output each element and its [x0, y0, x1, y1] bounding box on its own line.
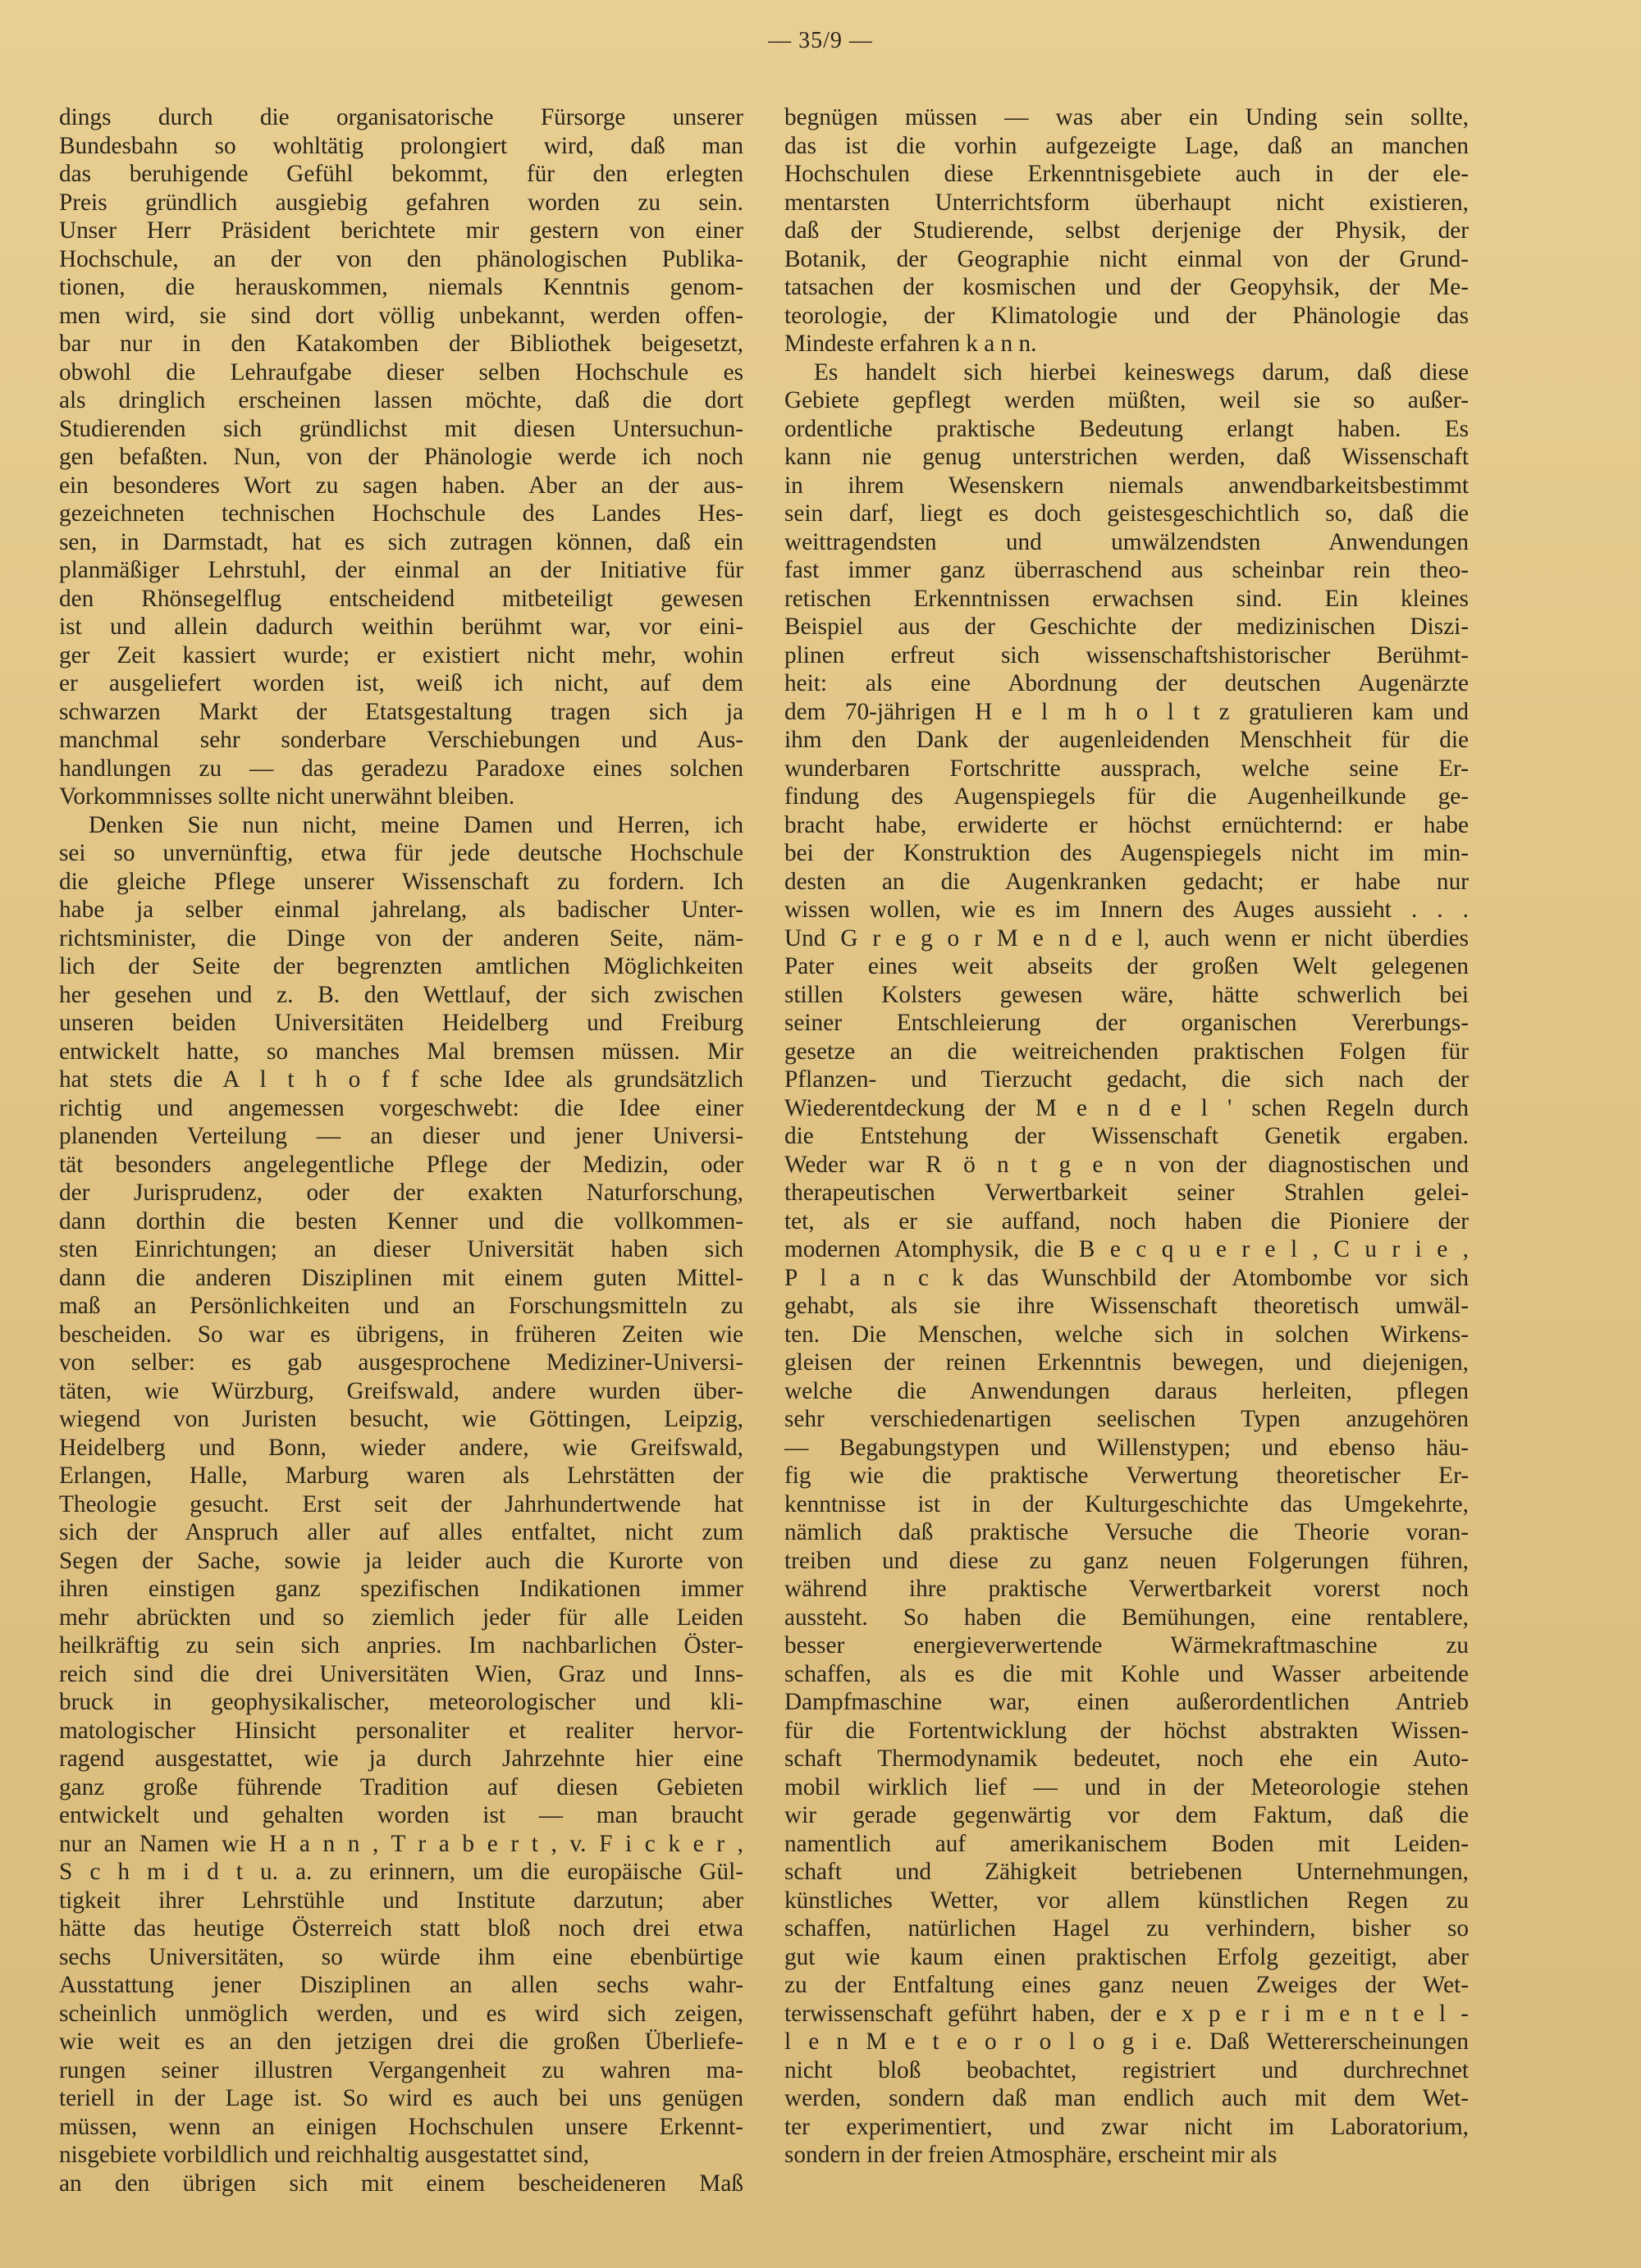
text-line: nisgebiete vorbildlich und reichhaltig ausgestattet sind,: [59, 2142, 590, 2168]
text-line: tatsachen der kosmischen und der Geopyhsik, der Me-: [784, 274, 1469, 300]
text-line: schaft und Zähigkeit betriebenen Unternehmungen,: [784, 1859, 1469, 1885]
text-line: Vorkommnisses sollte nicht unerwähnt bleiben.: [59, 783, 515, 810]
text-line: gen befaßten. Nun, von der Phänologie werde ich noch: [59, 444, 743, 470]
text-line: fast immer ganz überraschend aus scheinbar rein theo-: [784, 557, 1469, 583]
text-line: bruck in geophysikalischer, meteorologischer und kli-: [59, 1689, 743, 1715]
text-line: sehr verschiedenartigen seelischen Typen anzugehören: [784, 1406, 1469, 1432]
text-line: aussteht. So haben die Bemühungen, eine rentablere,: [784, 1604, 1469, 1631]
text-line: von selber: es gab ausgesprochene Mediziner-Universi-: [59, 1349, 743, 1376]
text-line: weittragendsten und umwälzendsten Anwendungen: [784, 528, 1469, 555]
text-line: Unser Herr Präsident berichtete mir gestern von einer: [59, 217, 743, 244]
text-line: Mindeste erfahren k a n n.: [784, 331, 1037, 357]
text-line: wir gerade gegenwärtig vor dem Faktum, daß die: [784, 1802, 1469, 1828]
text-line: wissen wollen, wie es im Innern des Auges aussieht . . .: [784, 897, 1469, 923]
text-line: terwissenschaft geführt haben, der e x p e r i m e n t e l -: [784, 2000, 1469, 2027]
text-line: lich der Seite der begrenzten amtlichen Möglichkeiten: [59, 953, 743, 979]
text-line: schaft Thermodynamik bedeutet, noch ehe ein Auto-: [784, 1745, 1469, 1772]
text-line: therapeutischen Verwertbarkeit seiner Strahlen gelei-: [784, 1180, 1469, 1206]
text-line: Ausstattung jener Disziplinen an allen sechs wahr-: [59, 1972, 743, 1998]
text-line: mehr abrückten und so ziemlich jeder für alle Leiden: [59, 1604, 743, 1631]
text-line: als dringlich erscheinen lassen möchte, daß die dort: [59, 387, 743, 413]
text-line: modernen Atomphysik, die B e c q u e r e l , C u r i e ,: [784, 1236, 1469, 1262]
text-line: stillen Kolsters gewesen wäre, hätte schwerlich bei: [784, 981, 1469, 1008]
text-line: sei so unvernünftig, etwa für jede deutsche Hochschule: [59, 840, 743, 866]
text-line: bei der Konstruktion des Augenspiegels nicht im min-: [784, 840, 1469, 866]
text-line: men wird, sie sind dort völlig unbekannt, werden offen-: [59, 302, 743, 329]
text-line: manchmal sehr sonderbare Verschiebungen und Aus-: [59, 727, 743, 753]
text-line: das ist die vorhin aufgezeigte Lage, daß an manchen: [784, 132, 1469, 159]
text-line: bar nur in den Katakomben der Bibliothek beigesetzt,: [59, 331, 743, 357]
text-line: sen, in Darmstadt, hat es sich zutragen können, daß ein: [59, 528, 743, 555]
text-line: richtig und angemessen vorgeschwebt: die Idee einer: [59, 1094, 743, 1121]
text-line: Bundesbahn so wohltätig prolongiert wird, daß man: [59, 132, 743, 159]
text-line: das beruhigende Gefühl bekommt, für den erlegten: [59, 161, 743, 187]
text-line: entwickelt und gehalten worden ist — man braucht: [59, 1802, 743, 1828]
text-line: die gleiche Pflege unserer Wissenschaft zu fordern. Ich: [59, 868, 743, 895]
text-line: obwohl die Lehraufgabe dieser selben Hochschule es: [59, 358, 743, 386]
text-line: an den übrigen sich mit einem bescheideneren Maß: [59, 2170, 743, 2197]
text-line: dann dorthin die besten Kenner und die vollkommen-: [59, 1207, 743, 1234]
text-line: treiben und diese zu ganz neuen Folgerungen führen,: [784, 1547, 1469, 1574]
text-line: der Jurisprudenz, oder der exakten Naturforschung,: [59, 1180, 743, 1206]
text-line: gleisen der reinen Erkenntnis bewegen, und diejenigen,: [784, 1349, 1469, 1376]
text-line: tet, als er sie auffand, noch haben die Pioniere der: [784, 1207, 1469, 1234]
text-line: bracht habe, erwiderte er höchst ernüchternd: er habe: [784, 811, 1469, 838]
text-line: wunderbaren Fortschritte aussprach, welche seine Er-: [784, 755, 1469, 782]
text-line: ein besonderes Wort zu sagen haben. Aber an der aus-: [59, 472, 743, 499]
text-line: Gebiete gepflegt werden müßten, weil sie so außer-: [784, 387, 1469, 413]
text-line: habe ja selber einmal jahrelang, als badischer Unter-: [59, 897, 743, 923]
text-line: dem 70-jährigen H e l m h o l t z gratulieren kam und: [784, 698, 1469, 725]
text-line: planenden Verteilung — an dieser und jener Universi-: [59, 1123, 743, 1149]
text-line: tigkeit ihrer Lehrstühle und Institute darzutun; aber: [59, 1887, 743, 1914]
text-line: täten, wie Würzburg, Greifswald, andere wurden über-: [59, 1377, 743, 1404]
right-text-column: [784, 103, 1469, 2170]
text-line: dann die anderen Disziplinen mit einem guten Mittel-: [59, 1264, 743, 1291]
text-line: Hochschulen diese Erkenntnisgebiete auch in der ele-: [784, 161, 1469, 187]
text-line: Erlangen, Halle, Marburg waren als Lehrstätten der: [59, 1463, 743, 1489]
text-line: Pater eines weit abseits der großen Welt gelegenen: [784, 953, 1469, 979]
text-line: matologischer Hinsicht personaliter et realiter hervor-: [59, 1717, 743, 1744]
text-line: für die Fortentwicklung der höchst abstrakten Wissen-: [784, 1717, 1469, 1744]
text-line: teriell in der Lage ist. So wird es auch bei uns genügen: [59, 2085, 743, 2111]
text-line: kenntnisse ist in der Kulturgeschichte das Umgekehrte,: [784, 1490, 1469, 1517]
left-text-column: [59, 103, 743, 2197]
text-line: hat stets die A l t h o f f sche Idee als grundsätzlich: [59, 1066, 743, 1093]
text-line: bescheiden. So war es übrigens, in früheren Zeiten wie: [59, 1321, 743, 1348]
text-line: welche die Anwendungen daraus herleiten, pflegen: [784, 1377, 1469, 1404]
text-line: nämlich daß praktische Versuche die Theorie voran-: [784, 1519, 1469, 1545]
text-line: Botanik, der Geographie nicht einmal von der Grund-: [784, 245, 1469, 272]
text-line: schwarzen Markt der Etatsgestaltung tragen sich ja: [59, 698, 743, 725]
text-line: planmäßiger Lehrstuhl, der einmal an der Initiative für: [59, 557, 743, 583]
text-line: Wiederentdeckung der M e n d e l ' schen Regeln durch: [784, 1094, 1469, 1121]
text-line: namentlich auf amerikanischem Boden mit Leiden-: [784, 1830, 1469, 1857]
text-line: hätte das heutige Österreich statt bloß noch drei etwa: [59, 1915, 743, 1942]
text-line: — Begabungstypen und Willenstypen; und ebenso häu-: [784, 1434, 1469, 1461]
text-line: retischen Erkenntnissen erwachsen sind. Ein kleines: [784, 585, 1469, 612]
text-line: Weder war R ö n t g e n von der diagnostischen und: [784, 1151, 1469, 1178]
text-line: heilkräftig zu sein sich anpries. Im nachbarlichen Öster-: [59, 1632, 743, 1659]
page-number: — 35/9 —: [768, 28, 873, 53]
text-line: l e n M e t e o r o l o g i e. Daß Wettererscheinungen: [784, 2028, 1469, 2055]
text-line: ragend ausgestattet, wie ja durch Jahrzehnte hier eine: [59, 1745, 743, 1772]
text-line: gut wie kaum einen praktischen Erfolg gezeitigt, aber: [784, 1943, 1469, 1970]
text-line: Pflanzen- und Tierzucht gedacht, die sich nach der: [784, 1066, 1469, 1093]
text-line: gezeichneten technischen Hochschule des Landes Hes-: [59, 500, 743, 527]
text-line: dings durch die organisatorische Fürsorge unserer: [59, 104, 743, 130]
text-line: schaffen, als es die mit Kohle und Wasser arbeitende: [784, 1660, 1469, 1687]
text-line: ordentliche praktische Bedeutung erlangt haben. Es: [784, 415, 1469, 442]
text-line: ganz große führende Tradition auf diesen Gebieten: [59, 1773, 743, 1800]
text-line: scheinlich unmöglich werden, und es wird sich zeigen,: [59, 2000, 743, 2027]
text-line: nur an Namen wie H a n n , T r a b e r t , v. F i c k e r ,: [59, 1830, 743, 1857]
text-line: sechs Universitäten, so würde ihm eine ebenbürtige: [59, 1943, 743, 1970]
text-line: schaffen, natürlichen Hagel zu verhindern, bisher so: [784, 1915, 1469, 1942]
text-line: begnügen müssen — was aber ein Unding sein sollte,: [784, 104, 1469, 130]
text-line: zu der Entfaltung eines ganz neuen Zweiges der Wet-: [784, 1972, 1469, 1998]
text-line: P l a n c k das Wunschbild der Atombombe vor sich: [784, 1264, 1469, 1291]
text-line: richtsminister, die Dinge von der anderen Seite, näm-: [59, 924, 743, 951]
text-line: findung des Augenspiegels für die Augenheilkunde ge-: [784, 783, 1469, 810]
text-line: besser energieverwertende Wärmekraftmaschine zu: [784, 1632, 1469, 1659]
text-line: Segen der Sache, sowie ja leider auch die Kurorte von: [59, 1547, 743, 1574]
text-line: ihren einstigen ganz spezifischen Indikationen immer: [59, 1576, 743, 1602]
text-line: plinen erfreut sich wissenschaftshistorischer Berühmt-: [784, 641, 1469, 669]
text-line: her gesehen und z. B. den Wettlauf, der sich zwischen: [59, 981, 743, 1008]
text-line: desten an die Augenkranken gedacht; er habe nur: [784, 868, 1469, 895]
text-line: fig wie die praktische Verwertung theoretischer Er-: [784, 1463, 1469, 1489]
text-line: kann nie genug unterstrichen werden, daß Wissenschaft: [784, 444, 1469, 470]
text-line: sein darf, liegt es doch geistesgeschichtlich so, daß die: [784, 500, 1469, 527]
text-line: in ihrem Wesenskern niemals anwendbarkeitsbestimmt: [784, 472, 1469, 499]
text-line: ter experimentiert, und zwar nicht im Laboratorium,: [784, 2113, 1469, 2140]
text-line: seiner Entschleierung der organischen Vererbungs-: [784, 1010, 1469, 1036]
text-line: ger Zeit kassiert wurde; er existiert nicht mehr, wohin: [59, 641, 743, 669]
text-line: Studierenden sich gründlichst mit diesen Untersuchun-: [59, 415, 743, 442]
text-line: sondern in der freien Atmosphäre, erscheint mir als: [784, 2142, 1278, 2168]
text-line: ihm den Dank der augenleidenden Menschheit für die: [784, 727, 1469, 753]
text-line: mobil wirklich lief — und in der Meteorologie stehen: [784, 1773, 1469, 1800]
text-line: Theologie gesucht. Erst seit der Jahrhundertwende hat: [59, 1490, 743, 1517]
text-line: ist und allein dadurch weithin berühmt war, vor eini-: [59, 614, 743, 640]
text-line: unseren beiden Universitäten Heidelberg und Freiburg: [59, 1010, 743, 1036]
text-line: sten Einrichtungen; an dieser Universität haben sich: [59, 1236, 743, 1262]
text-line: müssen, wenn an einigen Hochschulen unsere Erkennt-: [59, 2113, 743, 2140]
text-line: Es handelt sich hierbei keineswegs darum, daß diese: [814, 358, 1469, 386]
text-line: wie weit es an den jetzigen drei die großen Überliefe-: [59, 2028, 743, 2055]
text-line: gesetze an die weitreichenden praktischen Folgen für: [784, 1038, 1469, 1065]
text-line: Heidelberg und Bonn, wieder andere, wie Greifswald,: [59, 1434, 743, 1461]
text-line: sich der Anspruch aller auf alles entfaltet, nicht zum: [59, 1519, 743, 1545]
text-line: Hochschule, an der von den phänologischen Publika-: [59, 245, 743, 272]
text-line: den Rhönsegelflug entscheidend mitbeteiligt gewesen: [59, 585, 743, 612]
text-line: wiegend von Juristen besucht, wie Göttingen, Leipzig,: [59, 1406, 743, 1432]
text-line: mentarsten Unterrichtsform überhaupt nicht existieren,: [784, 189, 1469, 216]
text-line: teorologie, der Klimatologie und der Phänologie das: [784, 302, 1469, 329]
text-line: die Entstehung der Wissenschaft Genetik ergaben.: [784, 1123, 1469, 1149]
text-line: handlungen zu — das geradezu Paradoxe eines solchen: [59, 755, 743, 782]
text-line: nicht bloß beobachtet, registriert und durchrechnet: [784, 2056, 1469, 2083]
text-line: während ihre praktische Verwertbarkeit vorerst noch: [784, 1576, 1469, 1602]
text-line: daß der Studierende, selbst derjenige der Physik, der: [784, 217, 1469, 244]
text-line: entwickelt hatte, so manches Mal bremsen müssen. Mir: [59, 1038, 743, 1065]
text-line: reich sind die drei Universitäten Wien, Graz und Inns-: [59, 1660, 743, 1687]
text-line: rungen seiner illustren Vergangenheit zu wahren ma-: [59, 2056, 743, 2083]
text-line: ten. Die Menschen, welche sich in solchen Wirkens-: [784, 1321, 1469, 1348]
text-line: tät besonders angelegentliche Pflege der Medizin, oder: [59, 1151, 743, 1178]
text-line: gehabt, als sie ihre Wissenschaft theoretisch umwäl-: [784, 1293, 1469, 1319]
text-line: Denken Sie nun nicht, meine Damen und Herren, ich: [89, 811, 743, 838]
text-line: werden, sondern daß man endlich auch mit dem Wet-: [784, 2085, 1469, 2111]
text-line: tionen, die herauskommen, niemals Kenntnis genom-: [59, 274, 743, 300]
text-line: Preis gründlich ausgiebig gefahren worden zu sein.: [59, 189, 743, 216]
text-line: Dampfmaschine war, einen außerordentlichen Antrieb: [784, 1689, 1469, 1715]
text-line: heit: als eine Abordnung der deutschen Augenärzte: [784, 670, 1469, 696]
text-line: S c h m i d t u. a. zu erinnern, um die europäische Gül-: [59, 1859, 743, 1885]
text-line: maß an Persönlichkeiten und an Forschungsmitteln zu: [59, 1293, 743, 1319]
text-line: künstliches Wetter, vor allem künstlichen Regen zu: [784, 1887, 1469, 1914]
text-line: Und G r e g o r M e n d e l, auch wenn er nicht überdies: [784, 924, 1469, 951]
text-line: er ausgeliefert worden ist, weiß ich nicht, auf dem: [59, 670, 743, 696]
text-line: Beispiel aus der Geschichte der medizinischen Diszi-: [784, 614, 1469, 640]
